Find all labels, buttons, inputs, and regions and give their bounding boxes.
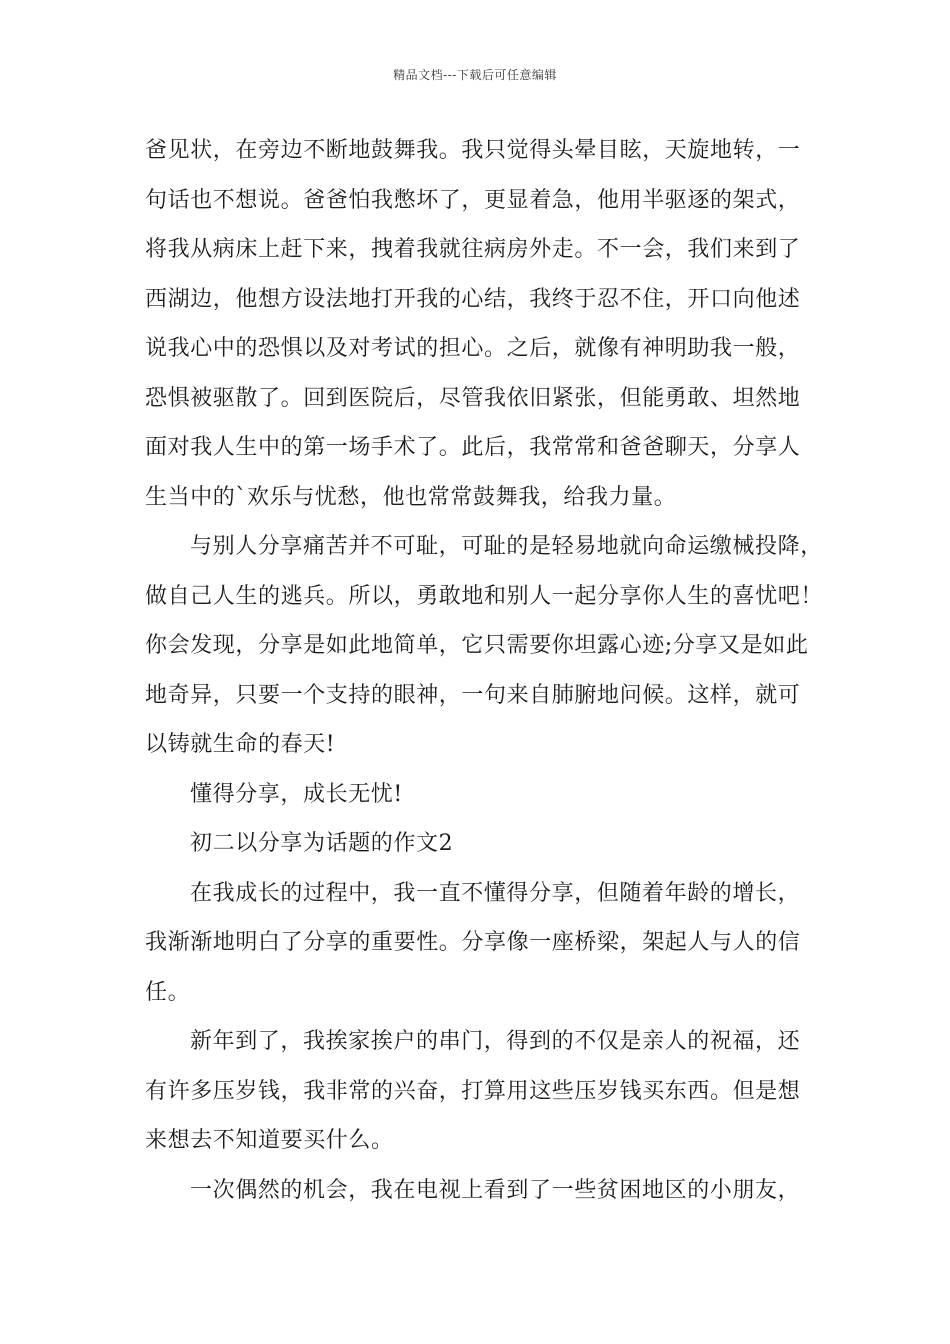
text-line: 初二以分享为话题的作文2 — [190, 831, 454, 856]
text-line: 句话也不想说。爸爸怕我憋坏了，更显着急，他用半驱逐的架式， — [145, 187, 801, 213]
text-line: 做自己人生的逃兵。所以，勇敢地和别人一起分享你人生的喜忧吧！ — [145, 583, 824, 609]
text-line: 来想去不知道要买什么。 — [145, 1128, 394, 1153]
page-header: 精品文档---下载后可任意编辑 — [393, 68, 557, 82]
text-line: 你会发现，分享是如此地简单，它只需要你坦露心迹;分享又是如此 — [145, 633, 809, 658]
text-line: 我渐渐地明白了分享的重要性。分享像一座桥梁，架起人与人的信 — [145, 930, 801, 955]
text-line: 恐惧被驱散了。回到医院后，尽管我依旧紧张，但能勇敢、坦然地 — [145, 385, 801, 411]
text-line: 任。 — [145, 979, 191, 1005]
text-line: 面对我人生中的第一场手术了。此后，我常常和爸爸聊天，分享人 — [145, 435, 801, 460]
text-line: 地奇异，只要一个支持的眼神，一句来自肺腑地问候。这样，就可 — [145, 682, 801, 708]
text-line: 在我成长的过程中，我一直不懂得分享，但随着年龄的增长， — [190, 880, 801, 906]
text-line: 说我心中的恐惧以及对考试的担心。之后，就像有神明助我一般， — [145, 336, 801, 361]
text-line: 以铸就生命的春天! — [145, 732, 336, 757]
text-line: 生当中的`欢乐与忧愁，他也常常鼓舞我，给我力量。 — [145, 484, 677, 510]
document-body — [145, 126, 824, 1215]
text-line: 与别人分享痛苦并不可耻，可耻的是轻易地就向命运缴械投降， — [190, 534, 823, 559]
text-line: 有许多压岁钱，我非常的兴奋，打算用这些压岁钱买东西。但是想 — [145, 1078, 801, 1104]
text-line: 将我从病床上赶下来，拽着我就往病房外走。不一会，我们来到了 — [145, 237, 801, 262]
text-line: 新年到了，我挨家挨户的串门，得到的不仅是亲人的祝福，还 — [190, 1029, 801, 1054]
text-line: 爸见状，在旁边不断地鼓舞我。我只觉得头晕目眩，天旋地转，一 — [145, 138, 801, 163]
text-line: 一次偶然的机会，我在电视上看到了一些贫困地区的小朋友， — [190, 1177, 801, 1203]
text-line: 懂得分享，成长无忧! — [190, 781, 403, 807]
text-line: 西湖边，他想方设法地打开我的心结，我终于忍不住，开口向他述 — [145, 286, 801, 312]
